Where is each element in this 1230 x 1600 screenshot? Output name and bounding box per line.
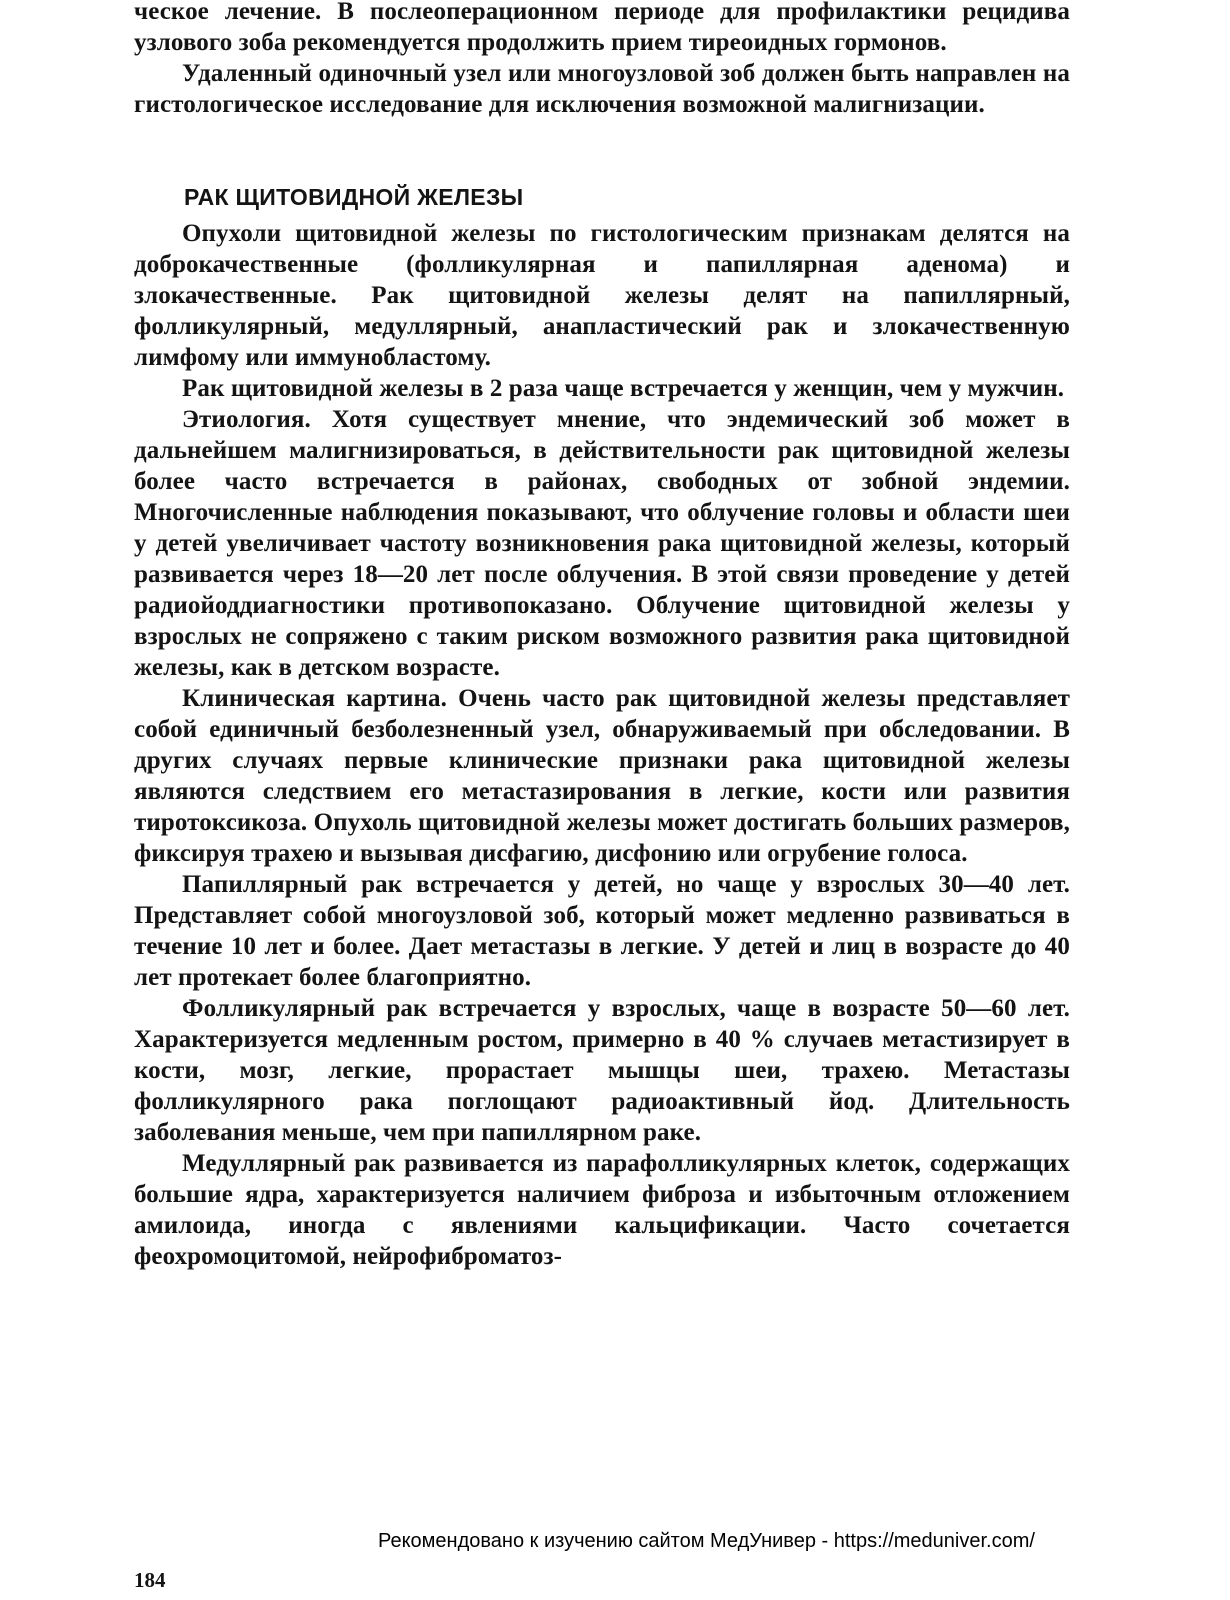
- watermark-text: Рекомендовано к изучению сайтом МедУнивер - https://meduniver.com/: [378, 1530, 1035, 1552]
- clinical-paragraph: [134, 683, 1070, 869]
- prevalence-paragraph: Рак щитовидной железы в 2 раза чаще встречается у женщин, чем у мужчин.: [182, 375, 1065, 402]
- continuation-paragraph: ческое лечение. В послеоперационном периоде для профилактики рецидива узлового зоба рекомендуется продолжить прием тиреоидных гормонов.: [134, 0, 1070, 56]
- specimen-paragraph: Удаленный одиночный узел или многоузловой зоб должен быть направлен на гистологическое исследование для исключения возможной малигнизации.: [134, 60, 1070, 118]
- section-heading: РАК ЩИТОВИДНОЙ ЖЕЛЕЗЫ: [184, 184, 524, 210]
- page-number: 184: [134, 1568, 166, 1592]
- etiology-lead: Этиология.: [182, 406, 311, 433]
- etiology-paragraph: [134, 404, 1070, 683]
- classification-paragraph: Опухоли щитовидной железы по гистологическим признакам делятся на доброкачественные (фолликулярная и папиллярная аденома) и злокачественные. Рак щитовидной железы делят на папиллярный, фолликулярный, медуллярный, анапластический рак и злокачественную лимфому или иммунобластому.: [134, 220, 1070, 371]
- clinical-lead: Клиническая картина.: [182, 685, 448, 712]
- text-column: [134, 0, 1070, 1272]
- clinical-text: Очень часто рак щитовидной железы представляет собой единичный безболезненный узел, обнаруживаемый при обследовании. В других случаях первые клинические признаки рака щитовидной железы являются следствием его метастазирования в легкие, кости или развития тиротоксикоза. Опухоль щитовидной железы может достигать больших размеров, фиксируя трахею и вызывая дисфагию, дисфонию или огрубение голоса.: [134, 685, 1071, 867]
- follicular-paragraph: Фолликулярный рак встречается у взрослых, чаще в возрасте 50—60 лет. Характеризуется медленным ростом, примерно в 40 % случаев метастизирует в кости, мозг, легкие, прорастает мышцы шеи, трахею. Метастазы фолликулярного рака поглощают радиоактивный йод. Длительность заболевания меньше, чем при папиллярном раке.: [134, 995, 1070, 1146]
- etiology-text: Хотя существует мнение, что эндемический зоб может в дальнейшем малигнизироваться, в действительности рак щитовидной железы более часто встречается в районах, свободных от зобной эндемии. Многочисленные наблюдения показывают, что облучение головы и области шеи у детей увеличивает частоту возникновения рака щитовидной железы, который развивается через 18—20 лет после облучения. В этой связи проведение у детей радиойоддиагностики противопоказано. Облучение щитовидной железы у взрослых не сопряжено с таким риском возможного развития рака щитовидной железы, как в детском возрасте.: [134, 406, 1070, 681]
- papillary-paragraph: Папиллярный рак встречается у детей, но чаще у взрослых 30—40 лет. Представляет собой многоузловой зоб, который может медленно развиваться в течение 10 лет и более. Дает метастазы в легкие. У детей и лиц в возрасте до 40 лет протекает более благоприятно.: [134, 871, 1070, 991]
- medullary-paragraph: Медуллярный рак развивается из парафолликулярных клеток, содержащих большие ядра, характеризуется наличием фиброза и избыточным отложением амилоида, иногда с явлениями кальцификации. Часто сочетается феохромоцитомой, нейрофиброматоз-: [134, 1150, 1070, 1270]
